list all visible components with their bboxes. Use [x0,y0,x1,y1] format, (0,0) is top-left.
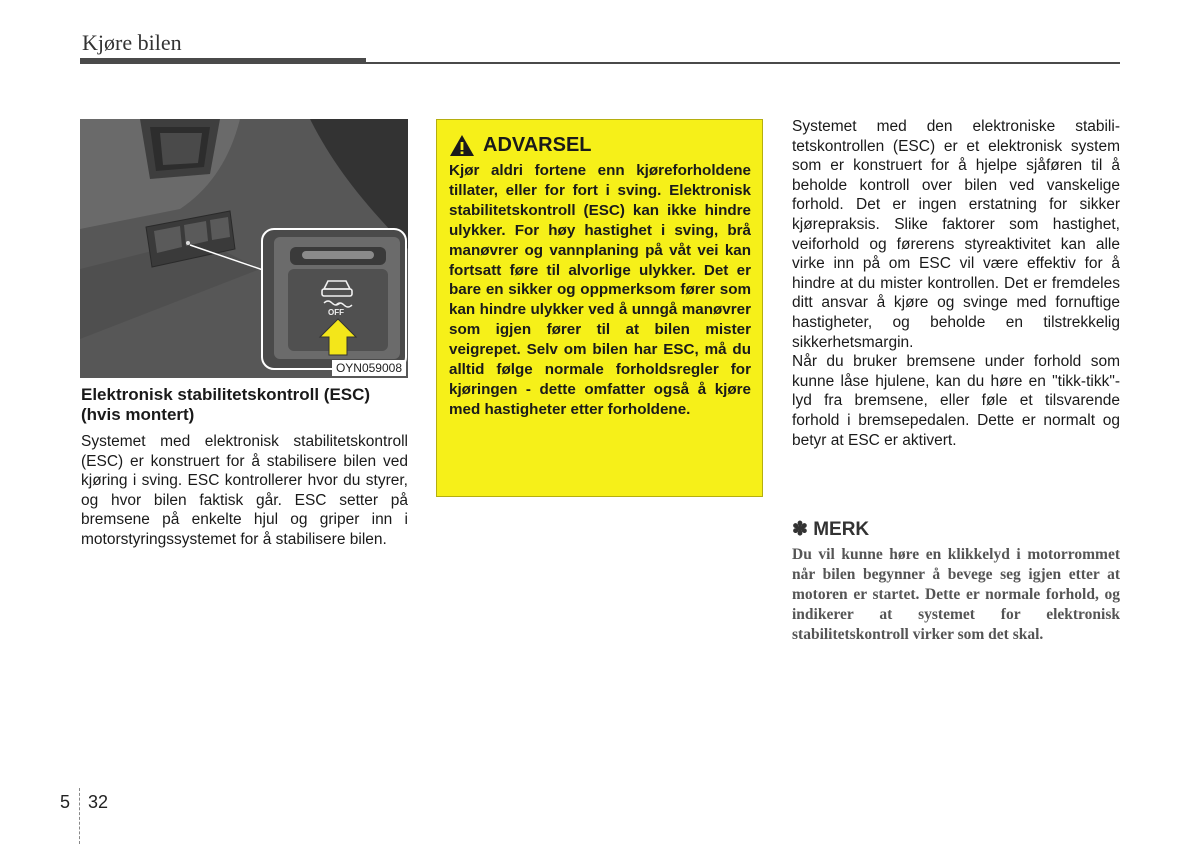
page-number-separator [79,788,81,844]
figure-code: OYN059008 [332,360,406,376]
warning-box [436,119,763,497]
section-heading: Elektronisk stabilitetskontroll (ESC) (hvis montert) [81,385,371,424]
header-rule-thin [366,62,1120,64]
esc-off-label: OFF [328,308,344,317]
chapter-number: 5 [60,792,71,812]
page-number-value: 32 [88,792,109,812]
page-header-title: Kjøre bilen [82,30,182,55]
esc-description-paragraph-2: Når du bruker bremsene under forhold som kunne låse hjulene, kan du høre en "tikk-tikk"-lyd fra bremsene, eller føle et tilsvarende forhold i bremsepedalen. Dette er normalt og betyr at ESC er aktivert. [792,353,1120,449]
dashboard-illustration [80,119,408,378]
note-text: Du vil kunne høre en klikkelyd i motorrommet når bilen begynner å bevege seg igjen etter at motoren er startet. Dette er normale forhold, og indikerer at systemet for elektronisk stabilitetskontroll virker som det skal. [792,546,1120,643]
warning-text: Kjør aldri fortene enn kjøreforholdene tillater, eller for fort i sving. Elektronisk stabilitetskontroll (ESC) kan ikke hindre ulykker. For høy hastighet i sving, brå manøvrer og vannplaning på våt vei kan fortsatt føre til alvorlige ulykker. Det er bare en sikker og oppmerksom fører som kan hindre ulykker ved å unngå manøvrer som igjen fører til at bilen mister veigrepet. Selv om bilen har ESC, må du alltid følge normale forholdsregler for kjøringen - dette omfatter også å kjøre med hastigheter etter forholdene. [449,162,751,418]
esc-description [792,117,1120,450]
note-title: ✽ MERK [792,519,870,540]
esc-description-paragraph-1: Systemet med den elektroniske stabilitetskontrollen (ESC) er et elektronisk system som er konstruert for å hjelpe sjåføren til å beholde kontroll over bilen ved vanskelige forhold. Det er ingen erstatning for sikker kjørepraksis. Slike faktorer som hastighet, veiforhold og førerens styreaktivitet kan alle virke inn på om ESC vil være effektiv for å hindre at du mister kontrollen. Det er fremdeles ditt ansvar å kjøre og svinge med fornuftige hastigheter, og beholde en tilstrekkelig sikkerhetsmargin. [792,118,1120,351]
section-body: Systemet med elektronisk stabilitetskontroll (ESC) er konstruert for å stabilisere bilen ved kjøring i sving. ESC kontrollerer hvor du styrer, og hvor bilen faktisk går. ESC setter på bremsene på enkelte hjul og griper inn i motorstyringssystemet for å stabilisere bilen. [81,433,408,548]
warning-title-row [449,132,751,158]
warning-triangle-icon [449,134,475,157]
warning-title: ADVARSEL [483,133,592,156]
esc-button-figure [80,119,408,378]
header-rule-thick [80,58,366,64]
